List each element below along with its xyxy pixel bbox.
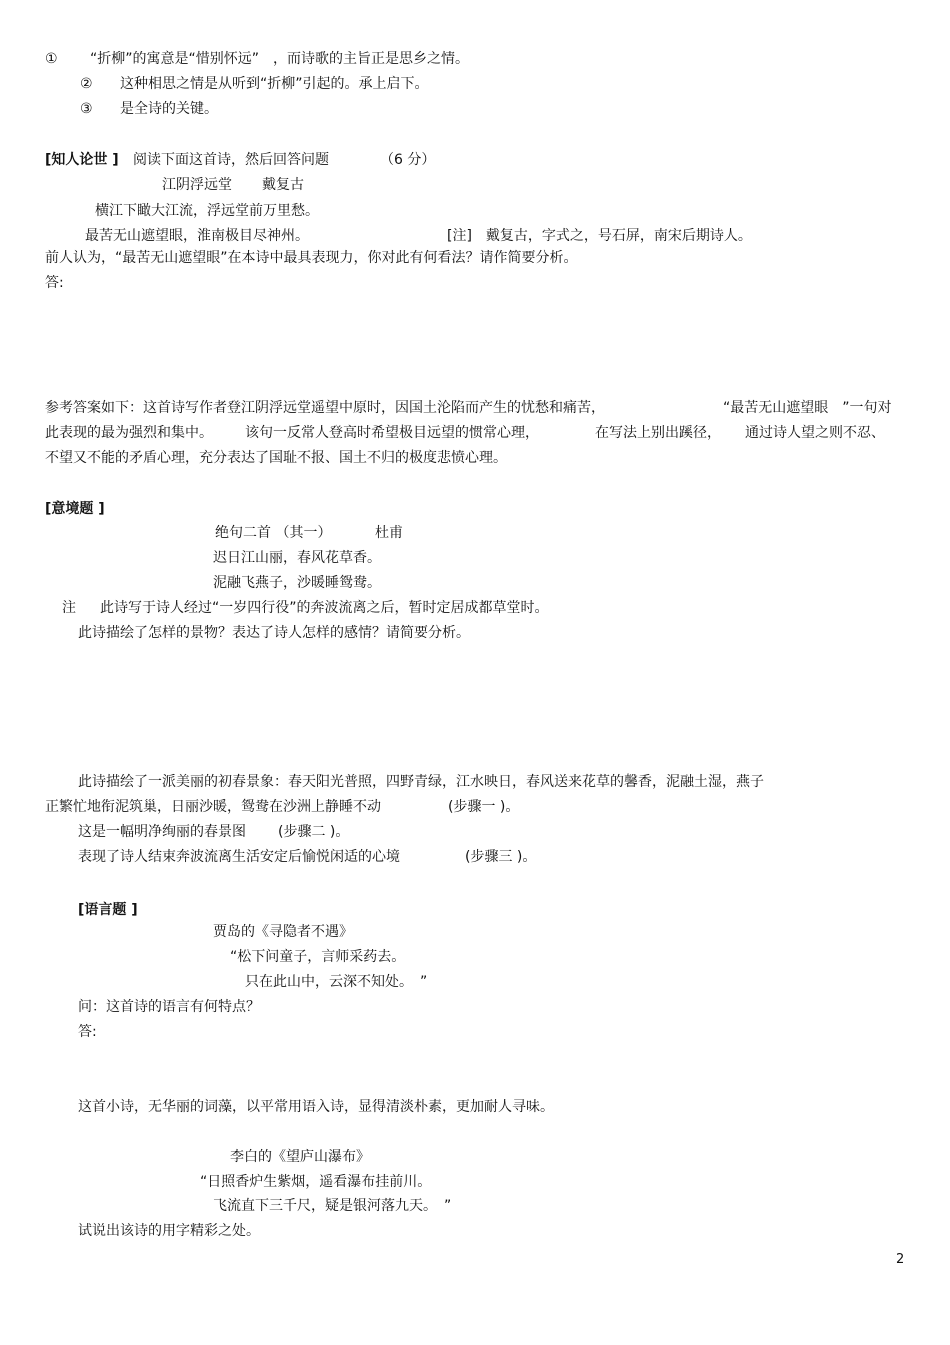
- answer-label: 答:: [45, 275, 64, 291]
- answer-line-4: 表现了诗人结束奔波流离生活安定后愉悦闲适的心境: [78, 849, 400, 865]
- poem-line-1: 横江下瞰大江流，浮远堂前万里愁。: [95, 203, 319, 219]
- item-2-text: 这种相思之情是从听到“折柳”引起的。承上启下。: [120, 76, 429, 92]
- item-2-number: ②: [80, 76, 93, 92]
- reference-answer-line-1b: “最苦无山遮望眼 ”一句对: [723, 400, 892, 416]
- reference-answer-line-2a: 此表现的最为强烈和集中。: [45, 425, 213, 441]
- item-3-number: ③: [80, 101, 93, 117]
- poem-title: 李白的《望庐山瀑布》: [230, 1149, 370, 1165]
- question-text: 试说出该诗的用字精彩之处。: [78, 1223, 260, 1239]
- page-number: 2: [896, 1252, 905, 1267]
- reference-answer-line-2b: 该句一反常人登高时希望极目远望的惯常心理，: [245, 425, 539, 441]
- answer-line-2: 正繁忙地衔泥筑巢，日丽沙暖，鸳鸯在沙洲上静睡不动: [45, 799, 381, 815]
- poem-line-2: 最苦无山遮望眼，淮南极目尽神州。: [85, 228, 309, 244]
- item-1-text: “折柳”的寓意是“惜别怀远” ，而诗歌的主旨正是思乡之情。: [90, 51, 470, 67]
- poem-author: 戴复古: [262, 177, 304, 193]
- section-tag-zhiren: [知人论世 ]: [45, 152, 119, 168]
- reference-answer-line-2c: 在写法上别出蹊径，: [595, 425, 721, 441]
- answer-text: 这首小诗，无华丽的词藻，以平常用语入诗，显得清淡朴素，更加耐人寻味。: [78, 1099, 554, 1115]
- poem-line-1: 迟日江山丽，春风花草香。: [213, 550, 381, 566]
- reference-answer-line-1a: 参考答案如下：这首诗写作者登江阴浮远堂遥望中原时，因国土沦陷而产生的忧愁和痛苦，: [45, 400, 605, 416]
- question-text: 问：这首诗的语言有何特点？: [78, 999, 260, 1015]
- question-prompt: 阅读下面这首诗，然后回答问题: [133, 152, 329, 168]
- item-1-number: ①: [45, 51, 58, 67]
- question-text: 此诗描绘了怎样的景物？表达了诗人怎样的感情？请简要分析。: [78, 625, 470, 641]
- poem-line-2: 泥融飞燕子，沙暖睡鸳鸯。: [213, 575, 381, 591]
- poem-line-1: “松下问童子，言师采药去。: [230, 949, 406, 965]
- note-label: 注: [62, 600, 76, 616]
- reference-answer-line-2d: 通过诗人望之则不忍、: [745, 425, 885, 441]
- poem-line-1: “日照香炉生紫烟，遥看瀑布挂前川。: [200, 1174, 432, 1190]
- answer-step-3: (步骤三 )。: [465, 849, 537, 865]
- section-tag-yijing: [意境题 ]: [45, 501, 105, 517]
- answer-step-1: (步骤一 )。: [448, 799, 520, 815]
- poem-title: 绝句二首 （其一）: [215, 525, 332, 541]
- answer-label: 答:: [78, 1024, 97, 1040]
- note-text: 此诗写于诗人经过“一岁四行役”的奔波流离之后，暂时定居成都草堂时。: [100, 600, 549, 616]
- question-text: 前人认为，“最苦无山遮望眼”在本诗中最具表现力，你对此有何看法？请作简要分析。: [45, 250, 578, 266]
- poem-title: 贾岛的《寻隐者不遇》: [213, 924, 353, 940]
- poem-title: 江阴浮远堂: [162, 177, 232, 193]
- poem-note: [注] 戴复古，字式之，号石屏，南宋后期诗人。: [447, 228, 752, 244]
- section-tag-yuyan: [语言题 ]: [78, 902, 138, 918]
- reference-answer-line-3: 不望又不能的矛盾心理，充分表达了国耻不报、国土不归的极度悲愤心理。: [45, 450, 507, 466]
- poem-line-2: 只在此山中，云深不知处。 ”: [245, 974, 428, 990]
- answer-line-1: 此诗描绘了一派美丽的初春景象：春天阳光普照，四野青绿，江水映日，春风送来花草的馨香，泥融土湿，燕子: [78, 774, 764, 790]
- answer-step-2: (步骤二 )。: [278, 824, 350, 840]
- answer-line-3: 这是一幅明净绚丽的春景图: [78, 824, 246, 840]
- question-score: （6 分）: [380, 152, 436, 168]
- poem-author: 杜甫: [375, 525, 403, 541]
- item-3-text: 是全诗的关键。: [120, 101, 218, 117]
- poem-line-2: 飞流直下三千尺，疑是银河落九天。 ”: [213, 1198, 452, 1214]
